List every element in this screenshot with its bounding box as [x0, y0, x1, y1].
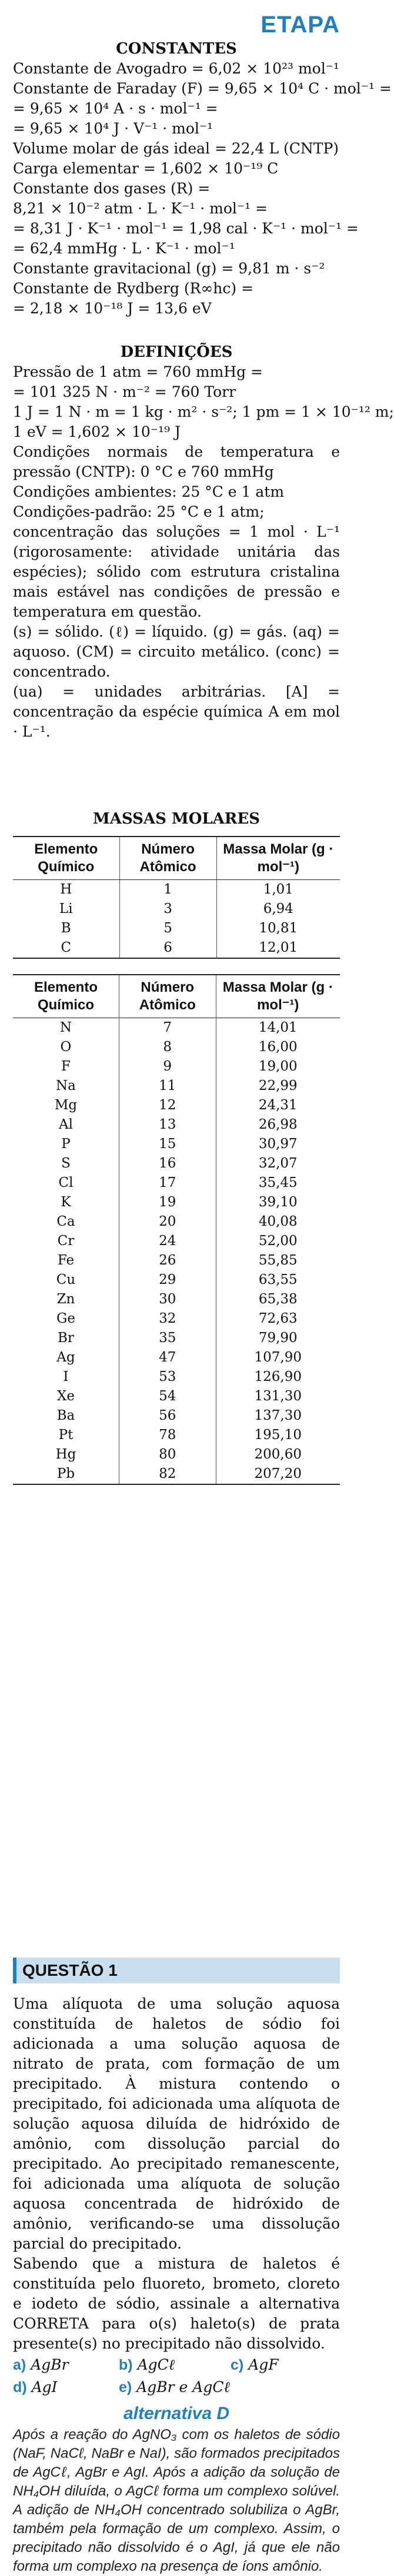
- table-row: [13, 899, 340, 919]
- cell-massa: 195,10: [216, 1426, 340, 1445]
- cell-massa: 107,90: [216, 1348, 340, 1367]
- alternative-letter: c): [231, 2357, 244, 2373]
- definicoes-section: [13, 342, 394, 742]
- cell-numero: 80: [119, 1445, 216, 1464]
- constante-line: Constante de Faraday (F) = 9,65 × 10⁴ C · mol⁻¹ =: [13, 80, 392, 97]
- table-row: [13, 1232, 340, 1251]
- cell-numero: 20: [119, 1212, 216, 1232]
- definicao-line: 1 eV = 1,602 × 10⁻¹⁹ J: [13, 423, 181, 440]
- cell-numero: 32: [119, 1309, 216, 1329]
- cell-numero: 7: [119, 1018, 216, 1038]
- cell-elemento: Pt: [58, 1427, 74, 1443]
- constante-line: = 2,18 × 10⁻¹⁸ J = 13,6 eV: [13, 300, 212, 317]
- table-row: [13, 1309, 340, 1329]
- constante-line: = 8,31 J · K⁻¹ · mol⁻¹ = 1,98 cal · K⁻¹ · mol⁻¹ =: [13, 220, 359, 237]
- cell-elemento: Zn: [56, 1292, 75, 1307]
- table-row: [13, 1270, 340, 1290]
- cell-numero: 47: [119, 1348, 216, 1367]
- cell-elemento: Xe: [56, 1389, 75, 1404]
- header-massa: Massa Molar (g · mol⁻¹): [216, 837, 340, 880]
- definicao-paragraph: (s) = sólido. (ℓ) = líquido. (g) = gás. (aq) = aquoso. (CM) = circuito metálico. (conc) = concentrado.: [13, 623, 340, 680]
- cell-massa: 1,01: [216, 880, 340, 900]
- cell-elemento: Fe: [57, 1253, 75, 1268]
- cell-numero: 56: [119, 1406, 216, 1426]
- alternative-a[interactable]: [13, 2354, 119, 2376]
- table-row: [13, 1018, 340, 1038]
- cell-massa: 40,08: [216, 1212, 340, 1232]
- cell-massa: 72,63: [216, 1309, 340, 1329]
- cell-massa: 10,81: [216, 919, 340, 938]
- table-row: [13, 1135, 340, 1154]
- cell-numero: 5: [119, 919, 216, 938]
- alternative-c[interactable]: [231, 2354, 279, 2376]
- cell-elemento: O: [60, 1039, 72, 1055]
- cell-numero: 29: [119, 1270, 216, 1290]
- questao-text: Sabendo que a mistura de haletos é constituída pelo fluoreto, brometo, cloreto e iodeto de sódio, assinale a alternativa CORRETA para o(s) haleto(s) de prata presente(s) no precipitado não dissolvido.: [13, 2255, 340, 2352]
- cell-numero: 6: [119, 938, 216, 958]
- cell-numero: 11: [119, 1076, 216, 1096]
- definicao-line: = 101 325 N · m⁻² = 760 Torr: [13, 383, 236, 400]
- cell-elemento: Na: [56, 1078, 76, 1093]
- definicao-paragraph: Condições ambientes: 25 °C e 1 atm: [13, 483, 285, 500]
- constante-line: Constante gravitacional (g) = 9,81 m · s⁻²: [13, 260, 325, 277]
- cell-massa: 6,94: [216, 899, 340, 919]
- table-row: [13, 1057, 340, 1076]
- cell-numero: 17: [119, 1173, 216, 1193]
- cell-elemento: Li: [59, 901, 73, 916]
- alternative-d[interactable]: [13, 2376, 119, 2398]
- cell-elemento: Cu: [56, 1272, 76, 1287]
- answer-title: alternativa D: [123, 2404, 230, 2423]
- header-numero: Número Atômico: [119, 975, 216, 1018]
- alternative-text: AgF: [248, 2356, 279, 2373]
- definicoes-title: DEFINIÇÕES: [120, 343, 233, 361]
- cell-numero: 82: [119, 1464, 216, 1484]
- constante-line: = 9,65 × 10⁴ A · s · mol⁻¹ =: [13, 100, 218, 117]
- cell-numero: 35: [119, 1329, 216, 1348]
- cell-elemento: F: [61, 1059, 71, 1074]
- cell-elemento: Hg: [55, 1447, 76, 1462]
- definicao-paragraph: concentração das soluções = 1 mol · L⁻¹ (rigorosamente: atividade unitária das espécies); sólido com estrutura cristalina mais estável nas condições de pressão e temperatura em questão.: [13, 523, 340, 620]
- cell-massa: 35,45: [216, 1173, 340, 1193]
- table-row: [13, 1445, 340, 1464]
- table-row: [13, 919, 340, 938]
- header-numero: Número Atômico: [119, 837, 216, 880]
- constante-line: Constante de Rydberg (R∞hc) =: [13, 280, 254, 297]
- table-row: [13, 880, 340, 900]
- cell-numero: 12: [119, 1096, 216, 1115]
- table-row: [13, 1367, 340, 1387]
- massas-section: [13, 809, 340, 1485]
- alternative-e[interactable]: [119, 2376, 230, 2398]
- cell-elemento: I: [63, 1369, 69, 1384]
- table-row: [13, 938, 340, 958]
- header-elemento: Elemento Químico: [13, 837, 119, 880]
- constantes-section: [13, 39, 392, 319]
- cell-numero: 13: [119, 1115, 216, 1135]
- cell-massa: 65,38: [216, 1290, 340, 1309]
- alternative-b[interactable]: [119, 2354, 231, 2376]
- cell-massa: 200,60: [216, 1445, 340, 1464]
- massas-table-2: [13, 974, 340, 1485]
- massas-title: MASSAS MOLARES: [92, 810, 261, 828]
- header-elemento: Elemento Químico: [13, 975, 119, 1018]
- cell-numero: 78: [119, 1426, 216, 1445]
- cell-elemento: Al: [58, 1117, 73, 1132]
- table-row: [13, 1038, 340, 1057]
- cell-massa: 39,10: [216, 1193, 340, 1212]
- table-row: [13, 1348, 340, 1367]
- answer-text: Após a reação do AgNO₃ com os haletos de sódio (NaF, NaCℓ, NaBr e NaI), são formados precipitados de AgCℓ, AgBr e AgI. Após a adição da solução de NH₄OH diluída, o AgCℓ forma um complexo solúvel. A adição de NH₄OH concentrado solubiliza o AgBr, também pela formação de um complexo. Assim, o precipitado não dissolvido é o AgI, já que ele não forma um complexo na presença de íons amônio.: [13, 2427, 340, 2574]
- cell-elemento: S: [61, 1156, 71, 1171]
- definicao-paragraph: (ua) = unidades arbitrárias. [A] = concentração da espécie química A em mol · L⁻¹.: [13, 683, 340, 740]
- cell-elemento: B: [61, 921, 71, 936]
- alternative-text: AgCℓ: [137, 2356, 175, 2373]
- questao-title: QUESTÃO 1: [13, 1958, 340, 1983]
- cell-numero: 30: [119, 1290, 216, 1309]
- cell-massa: 12,01: [216, 938, 340, 958]
- constante-line: Carga elementar = 1,602 × 10⁻¹⁹ C: [13, 160, 279, 177]
- table-row: [13, 1193, 340, 1212]
- constante-line: Constante de Avogadro = 6,02 × 10²³ mol⁻¹: [13, 60, 339, 77]
- cell-elemento: Br: [58, 1330, 74, 1346]
- cell-massa: 32,07: [216, 1154, 340, 1173]
- cell-elemento: Mg: [54, 1098, 78, 1113]
- alternatives: [13, 2354, 340, 2398]
- cell-numero: 1: [119, 880, 216, 900]
- cell-massa: 79,90: [216, 1329, 340, 1348]
- cell-massa: 19,00: [216, 1057, 340, 1076]
- cell-massa: 131,30: [216, 1387, 340, 1406]
- constante-line: Volume molar de gás ideal = 22,4 L (CNTP): [13, 140, 339, 157]
- etapa-logo: ETAPA: [261, 12, 340, 38]
- massas-table-1: [13, 836, 340, 959]
- cell-elemento: H: [60, 882, 72, 897]
- table-row: [13, 1154, 340, 1173]
- cell-massa: 30,97: [216, 1135, 340, 1154]
- table-row: [13, 1387, 340, 1406]
- definicao-line: Pressão de 1 atm = 760 mmHg =: [13, 363, 263, 380]
- alternative-text: AgBr: [31, 2356, 69, 2373]
- constante-line: = 9,65 × 10⁴ J · V⁻¹ · mol⁻¹: [13, 120, 213, 137]
- constante-line: = 62,4 mmHg · L · K⁻¹ · mol⁻¹: [13, 240, 235, 257]
- questao-text: Uma alíquota de uma solução aquosa constituída de haletos de sódio foi adicionada a uma solução aquosa de nitrato de prata, com formação de um precipitado. À mistura contendo o precipitado, foi adicionada uma alíquota de solução aquosa diluída de hidróxido de amônio, com dissolução parcial do precipitado. Ao precipitado remanescente, foi adicionada uma alíquota de solução aquosa concentrada de hidróxido de amônio, verificando-se uma dissolução parcial do precipitado.: [13, 1995, 340, 2252]
- definicao-paragraph: Condições normais de temperatura e pressão (CNTP): 0 °C e 760 mmHg: [13, 443, 340, 480]
- cell-elemento: Cl: [58, 1175, 74, 1190]
- cell-elemento: C: [13, 938, 119, 958]
- cell-numero: 24: [119, 1232, 216, 1251]
- questao-section: [13, 1958, 340, 2576]
- table-row: [13, 1290, 340, 1309]
- table-row: [13, 1251, 340, 1270]
- cell-numero: 9: [119, 1057, 216, 1076]
- cell-elemento: N: [59, 1020, 72, 1035]
- alternative-letter: e): [119, 2379, 132, 2396]
- alternative-letter: b): [119, 2357, 133, 2373]
- constante-line: 8,21 × 10⁻² atm · L · K⁻¹ · mol⁻¹ =: [13, 200, 268, 217]
- cell-massa: 16,00: [216, 1038, 340, 1057]
- table-row: [13, 1115, 340, 1135]
- cell-elemento: Ag: [56, 1350, 75, 1365]
- table-row: [13, 1464, 340, 1484]
- alternative-letter: d): [13, 2379, 27, 2396]
- cell-massa: 207,20: [216, 1464, 340, 1484]
- cell-massa: 22,99: [216, 1076, 340, 1096]
- cell-massa: 24,31: [216, 1096, 340, 1115]
- constantes-title: CONSTANTES: [116, 40, 237, 58]
- cell-numero: 16: [119, 1154, 216, 1173]
- alternative-text: AgBr e AgCℓ: [136, 2378, 230, 2396]
- cell-numero: 3: [119, 899, 216, 919]
- table-row: [13, 1406, 340, 1426]
- header-massa: Massa Molar (g · mol⁻¹): [216, 975, 340, 1018]
- cell-elemento: Ca: [56, 1214, 75, 1229]
- cell-numero: 15: [119, 1135, 216, 1154]
- cell-massa: 26,98: [216, 1115, 340, 1135]
- table-row: [13, 1426, 340, 1445]
- cell-numero: 26: [119, 1251, 216, 1270]
- cell-elemento: P: [61, 1136, 71, 1152]
- cell-massa: 52,00: [216, 1232, 340, 1251]
- cell-massa: 63,55: [216, 1270, 340, 1290]
- cell-massa: 55,85: [216, 1251, 340, 1270]
- alternative-letter: a): [13, 2357, 26, 2373]
- definicao-paragraph: Condições-padrão: 25 °C e 1 atm;: [13, 503, 265, 520]
- table-row: [13, 1076, 340, 1096]
- alternative-text: AgI: [31, 2378, 58, 2396]
- constante-line: Constante dos gases (R) =: [13, 180, 211, 197]
- table-row: [13, 1096, 340, 1115]
- cell-numero: 8: [119, 1038, 216, 1057]
- cell-numero: 54: [119, 1387, 216, 1406]
- cell-massa: 126,90: [216, 1367, 340, 1387]
- cell-elemento: Ge: [56, 1311, 75, 1326]
- definicao-line: 1 J = 1 N · m = 1 kg · m² · s⁻²; 1 pm = 1 × 10⁻¹² m;: [13, 403, 394, 420]
- table-row: [13, 1329, 340, 1348]
- cell-massa: 137,30: [216, 1406, 340, 1426]
- table-row: [13, 1173, 340, 1193]
- cell-elemento: Cr: [57, 1233, 75, 1249]
- cell-elemento: Ba: [56, 1408, 75, 1423]
- cell-numero: 19: [119, 1193, 216, 1212]
- cell-elemento: Pb: [13, 1464, 119, 1484]
- table-row: [13, 1212, 340, 1232]
- cell-elemento: K: [61, 1195, 71, 1210]
- cell-numero: 53: [119, 1367, 216, 1387]
- cell-massa: 14,01: [216, 1018, 340, 1038]
